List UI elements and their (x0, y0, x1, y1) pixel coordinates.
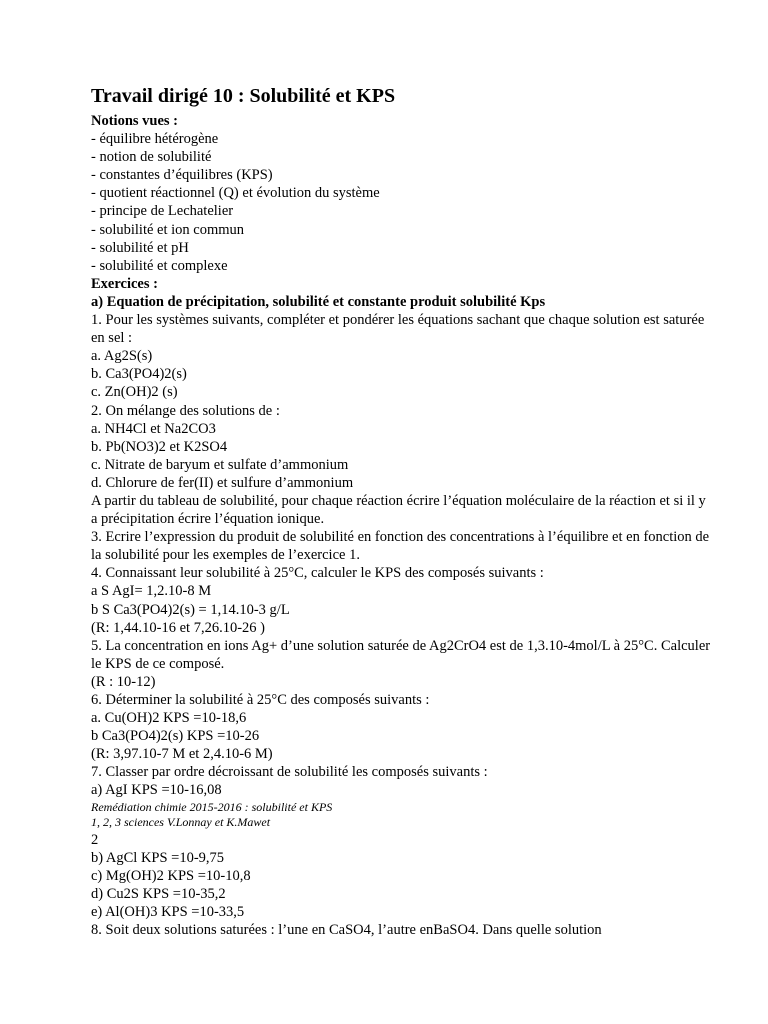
footer-authors: 1, 2, 3 sciences V.Lonnay et K.Mawet (91, 815, 271, 830)
question-7-c: c) Mg(OH)2 KPS =10-10,8 (91, 867, 251, 884)
question-2-a: a. NH4Cl et Na2CO3 (91, 420, 216, 437)
notion-item: - solubilité et complexe (91, 257, 228, 274)
notion-item: - notion de solubilité (91, 149, 212, 166)
question-7-b: b) AgCl KPS =10-9,75 (91, 849, 225, 866)
question-1-c: c. Zn(OH)2 (s) (91, 384, 178, 401)
question-6-b: b Ca3(PO4)2(s) KPS =10-26 (91, 728, 260, 745)
question-2: 2. On mélange des solutions de : (91, 402, 280, 419)
notion-item: - équilibre hétérogène (91, 131, 219, 148)
question-7-d: d) Cu2S KPS =10-35,2 (91, 885, 226, 902)
question-7-a: a) AgI KPS =10-16,08 (91, 782, 222, 799)
question-7-e: e) Al(OH)3 KPS =10-33,5 (91, 903, 245, 920)
question-2-d: d. Chlorure de fer(II) et sulfure d’ammonium (91, 474, 354, 491)
section-a-heading: a) Equation de précipitation, solubilité et constante produit solubilité Kps (91, 293, 546, 310)
question-7: 7. Classer par ordre décroissant de solubilité les composés suivants : (91, 764, 488, 781)
notion-item: - principe de Lechatelier (91, 203, 234, 220)
question-6-a: a. Cu(OH)2 KPS =10-18,6 (91, 710, 247, 727)
question-2-c: c. Nitrate de baryum et sulfate d’ammonium (91, 456, 349, 473)
notion-item: - quotient réactionnel (Q) et évolution du système (91, 185, 380, 202)
question-4: 4. Connaissant leur solubilité à 25°C, calculer le KPS des composés suivants : (91, 565, 544, 582)
question-3: 3. Ecrire l’expression du produit de solubilité en fonction des concentrations à l’équilibre et en fonction de la solubilité pour les exemples de l’exercice 1. (91, 529, 710, 564)
exercices-heading: Exercices : (91, 275, 158, 292)
question-1-a: a. Ag2S(s) (91, 348, 153, 365)
question-5-answer: (R : 10-12) (91, 673, 156, 690)
page-title: Travail dirigé 10 : Solubilité et KPS (91, 85, 396, 107)
question-5: 5. La concentration en ions Ag+ d’une solution saturée de Ag2CrO4 est de 1,3.10-4mol/L à 25°C. Calculer le KPS de ce composé. (91, 637, 711, 672)
page-number: 2 (91, 831, 99, 848)
question-8: 8. Soit deux solutions saturées : l’une en CaSO4, l’autre enBaSO4. Dans quelle solution (91, 922, 602, 939)
question-2-b: b. Pb(NO3)2 et K2SO4 (91, 438, 228, 455)
question-1-b: b. Ca3(PO4)2(s) (91, 366, 187, 383)
document-body (91, 84, 711, 939)
footer-title: Remédiation chimie 2015-2016 : solubilité et KPS (91, 799, 333, 814)
notions-heading: Notions vues : (91, 113, 179, 129)
question-6: 6. Déterminer la solubilité à 25°C des composés suivants : (91, 692, 430, 708)
notion-item: - solubilité et pH (91, 239, 189, 256)
notion-item: - solubilité et ion commun (91, 221, 245, 238)
notion-item: - constantes d’équilibres (KPS) (91, 167, 273, 184)
question-4-answer: (R: 1,44.10-16 et 7,26.10-26 ) (91, 619, 265, 636)
question-4-a: a S AgI= 1,2.10-8 M (91, 583, 212, 600)
question-6-answer: (R: 3,97.10-7 M et 2,4.10-6 M) (91, 746, 273, 763)
question-4-b: b S Ca3(PO4)2(s) = 1,14.10-3 g/L (91, 601, 290, 618)
question-2-text: A partir du tableau de solubilité, pour chaque réaction écrire l’équation moléculaire de la réaction et si il y a précipitation écrire l’équation ionique. (91, 492, 706, 528)
question-1: 1. Pour les systèmes suivants, compléter et pondérer les équations sachant que chaque solution est saturée en sel : (91, 312, 705, 347)
